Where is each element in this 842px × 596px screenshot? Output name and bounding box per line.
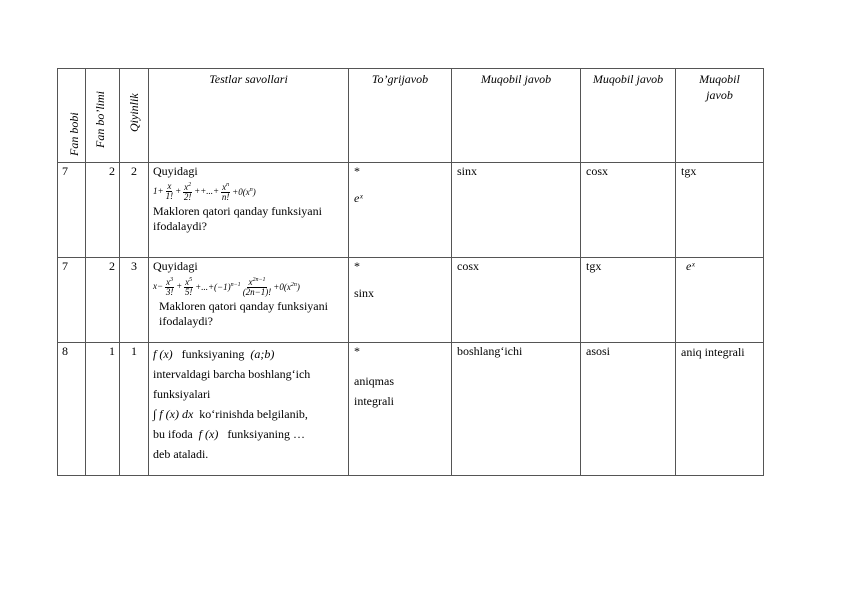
question-text-part: funksiyaning … <box>227 427 305 441</box>
table-row <box>58 258 764 343</box>
question-intro: Quyidagi <box>153 259 198 273</box>
cell-correct <box>349 343 452 476</box>
cell-alt-2: cosx <box>581 163 676 258</box>
cell-bolim: 1 <box>86 343 120 476</box>
header-muqobil-3 <box>676 69 764 163</box>
function-symbol: f (x) <box>198 427 219 441</box>
cell-alt-3: tgx <box>676 163 764 258</box>
correct-answer: eˣ <box>354 191 363 205</box>
cell-alt-1: sinx <box>452 163 581 258</box>
question-text-part: bu ifoda <box>153 427 193 441</box>
header-muqobil-2-label: Muqobil javob <box>592 72 664 86</box>
header-muqobil-3-label: Muqobil javob <box>699 72 740 102</box>
cell-alt-2: tgx <box>581 258 676 343</box>
question-text: Makloren qatori qanday funksiyani ifodalaydi? <box>159 299 328 328</box>
maclaurin-formula-exp: 1+ $\frac{x}{1!}$ + $\frac{x^2}{2!}$ ++...+ $\frac{x^n}{n!}$ $+0(x^n)$ <box>153 181 256 202</box>
question-line-2: intervaldagi barcha boshlang‘ich <box>153 367 311 381</box>
correct-answer: aniqmas integrali <box>354 374 394 408</box>
correct-marker: * <box>354 164 360 178</box>
table-row <box>58 343 764 476</box>
header-togri-label: To’grijavob <box>371 72 429 86</box>
header-fan-bolimi <box>86 69 120 163</box>
function-symbol: f (x) <box>153 347 173 361</box>
header-muqobil-2 <box>581 69 676 163</box>
header-savollar-label: Testlar savollari <box>209 72 288 86</box>
header-qiyinlik-label: Qiyinlik <box>127 93 141 132</box>
cell-correct <box>349 163 452 258</box>
cell-bob: 7 <box>58 258 86 343</box>
header-muqobil-1 <box>452 69 581 163</box>
question-text-part: ko‘rinishda belgilanib, <box>199 407 308 421</box>
cell-question <box>149 258 349 343</box>
test-table <box>57 68 764 476</box>
cell-alt-3: aniq integrali <box>676 343 764 476</box>
cell-alt-1: cosx <box>452 258 581 343</box>
cell-question <box>149 343 349 476</box>
question-line-4 <box>153 404 344 424</box>
header-muqobil-1-label: Muqobil javob <box>480 72 552 86</box>
cell-bolim: 2 <box>86 258 120 343</box>
question-line-1 <box>153 344 344 364</box>
question-line-5 <box>153 424 344 444</box>
header-savollar <box>149 69 349 163</box>
header-row <box>58 69 764 163</box>
correct-marker: * <box>354 259 360 273</box>
cell-qiyinlik: 3 <box>120 258 149 343</box>
cell-question <box>149 163 349 258</box>
interval-symbol: (a;b) <box>250 347 275 361</box>
cell-alt-3: eˣ <box>676 258 764 343</box>
correct-marker: * <box>354 344 360 358</box>
correct-answer: sinx <box>354 286 375 300</box>
cell-bob: 8 <box>58 343 86 476</box>
question-intro: Quyidagi <box>153 164 198 178</box>
header-togri <box>349 69 452 163</box>
cell-bolim: 2 <box>86 163 120 258</box>
cell-qiyinlik: 2 <box>120 163 149 258</box>
cell-alt-2: asosi <box>581 343 676 476</box>
cell-alt-1: boshlang‘ichi <box>452 343 581 476</box>
header-qiyinlik <box>120 69 149 163</box>
header-fan-bolimi-label: Fan bo’limi <box>93 91 107 148</box>
question-text: Makloren qatori qanday funksiyani ifodalaydi? <box>153 204 322 233</box>
header-fan-bobi-label: Fan bobi <box>67 112 81 156</box>
question-line-6: deb ataladi. <box>153 447 209 461</box>
cell-bob: 7 <box>58 163 86 258</box>
question-line-3: funksiyalari <box>153 387 211 401</box>
integral-expression: ∫ f (x) dx <box>153 407 194 421</box>
cell-qiyinlik: 1 <box>120 343 149 476</box>
table-row <box>58 163 764 258</box>
header-fan-bobi <box>58 69 86 163</box>
cell-correct <box>349 258 452 343</box>
question-text-part: funksiyaning <box>181 347 245 361</box>
maclaurin-formula-sin: x− $\frac{x^3}{3!}$ + $\frac{x^5}{5!}$ $+...+(-1)^{n-1}$ $\frac{x^{2n-1}}{(2n-1)!}$ $+0(x^{2n})$ <box>153 277 300 297</box>
